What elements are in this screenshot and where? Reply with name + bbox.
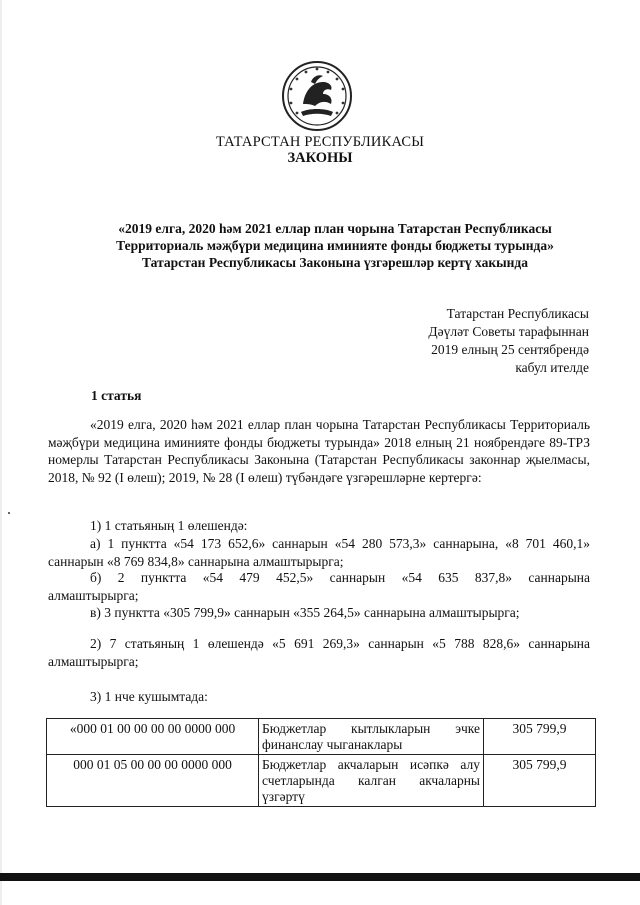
republic-heading: ТАТАРСТАН РЕСПУБЛИКАСЫ xyxy=(215,134,425,150)
item-2: 2) 7 статьяның 1 өлешендә «5 691 269,3» саннарын «5 788 828,6» саннарына алмаштырырга; xyxy=(48,636,590,669)
table-cell-amount: 305 799,9 xyxy=(484,719,596,755)
title-line: Территориаль мәҗбүри медицина иминияте фонды бюджеты турында» xyxy=(116,238,554,253)
item-1b-continuation: алмаштырырга; xyxy=(48,588,139,603)
adoption-note xyxy=(329,305,589,377)
item-1: 1) 1 статьяның 1 өлешендә: xyxy=(90,518,248,533)
tatarstan-coat-of-arms-icon xyxy=(281,60,353,132)
table-cell-amount: 305 799,9 xyxy=(484,755,596,807)
adoption-line: кабул ителде xyxy=(515,360,589,375)
table-row xyxy=(47,755,596,807)
title-line: «2019 елга, 2020 һәм 2021 еллар план чорына Татарстан Республикасы xyxy=(118,221,552,236)
adoption-line: Дәүләт Советы тарафыннан xyxy=(428,324,589,339)
table-cell-code: «000 01 00 00 00 00 0000 000 xyxy=(47,719,259,755)
table-cell-name: Бюджетлар акчаларын исәпкә алу счетларында калган акчаларны үзгәртү xyxy=(259,755,484,807)
scan-speck xyxy=(8,512,10,514)
adoption-line: Татарстан Республикасы xyxy=(446,306,589,321)
article-intro: «2019 елга, 2020 һәм 2021 еллар план чорына Татарстан Республикасы Территориаль мәҗбүри медицина иминияте фонды бюджеты турында» 2018 елның 21 ноябрендәге 89-ТРЗ номерлы Татарстан Республикасы Законына (Татарстан Республикасы законнар җыелмасы, 2018, № 92 (I өлеш); 2019, № 28 (I өлеш) түбәндәге үзгәрешләрне кертергә: xyxy=(48,417,590,485)
table-cell-name: Бюджетлар кытлыкларын эчке финанслау чыганаклары xyxy=(259,719,484,755)
article-heading: 1 статья xyxy=(91,388,142,403)
table-row xyxy=(47,719,596,755)
item-3: 3) 1 нче кушымтада: xyxy=(90,689,208,704)
item-1c: в) 3 пунктта «305 799,9» саннарын «355 264,5» саннарына алмаштырырга; xyxy=(90,605,520,620)
adoption-line: 2019 елның 25 сентябрендә xyxy=(431,342,589,357)
law-heading: ЗАКОНЫ xyxy=(287,150,353,166)
law-title xyxy=(60,220,610,271)
item-1b: б) 2 пунктта «54 479 452,5» саннарын «54 635 837,8» саннарына xyxy=(90,570,590,585)
table-cell-code: 000 01 05 00 00 00 0000 000 xyxy=(47,755,259,807)
title-line: Татарстан Республикасы Законына үзгәрешләр кертү хакында xyxy=(142,255,528,270)
item-1a: а) 1 пунктта «54 173 652,6» саннарын «54 280 573,3» саннарына, «8 701 460,1» саннарын «8 769 834,8» саннарына алмаштырырга; xyxy=(48,536,590,569)
scan-bottom-border xyxy=(0,873,640,881)
budget-table xyxy=(46,718,596,807)
